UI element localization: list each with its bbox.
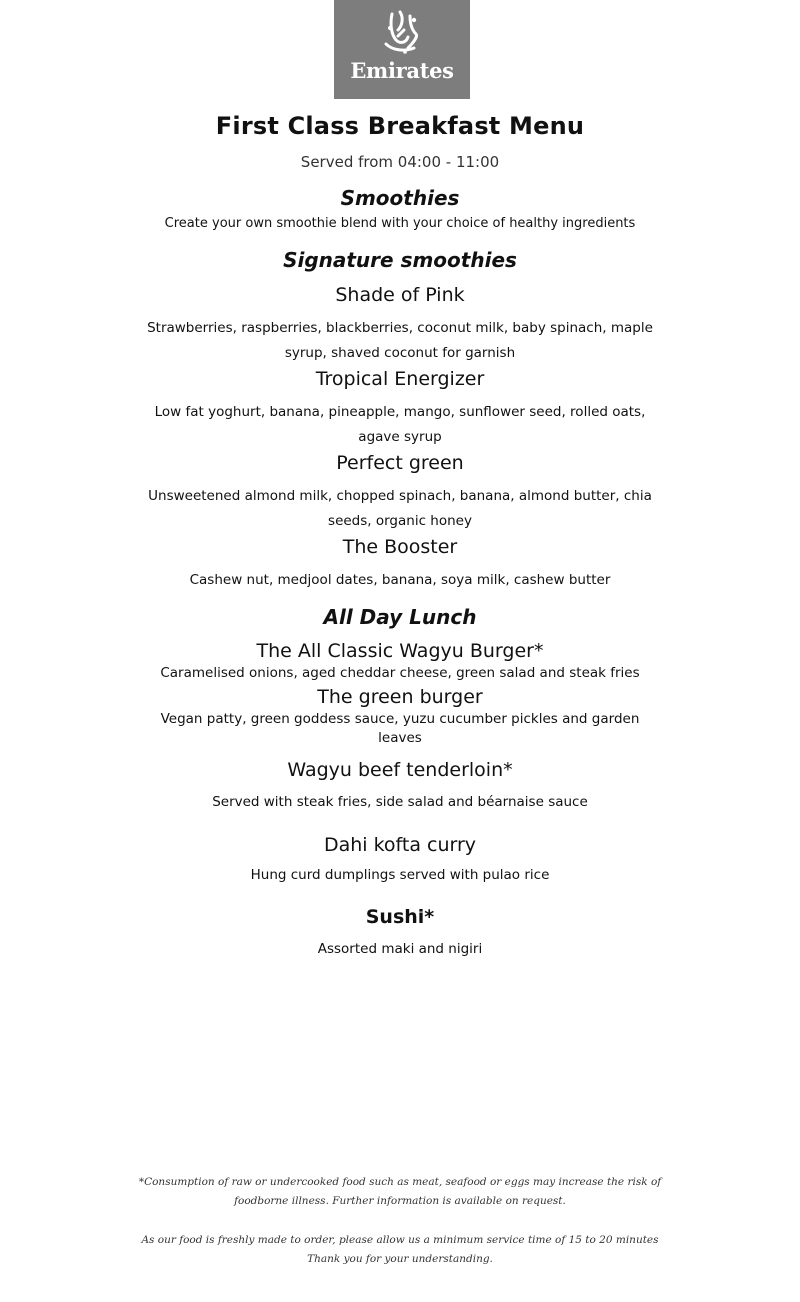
menu-item-description (0, 484, 800, 534)
emirates-arabic-calligraphy-icon (334, 0, 470, 99)
section-heading-signature-smoothies: Signature smoothies (283, 248, 517, 272)
menu-item-name: Shade of Pink (335, 284, 465, 306)
menu-item-name: Perfect green (336, 452, 464, 474)
description-line: Caramelised onions, aged cheddar cheese, green salad and steak fries (160, 665, 640, 681)
menu-item-name: Sushi* (365, 906, 435, 928)
description-line: syrup, shaved coconut for garnish (284, 345, 516, 361)
footnote-line: Thank you for your understanding. (307, 1253, 493, 1265)
menu-item-name: The Booster (342, 536, 458, 558)
page-title: First Class Breakfast Menu (215, 112, 585, 140)
description-line: Cashew nut, medjool dates, banana, soya milk, cashew butter (189, 572, 611, 588)
menu-item-description (0, 316, 800, 366)
description-line: Hung curd dumplings served with pulao rice (250, 867, 550, 883)
menu-item-description (0, 664, 800, 683)
description-line: Low fat yoghurt, banana, pineapple, mango, sunflower seed, rolled oats, (154, 404, 646, 420)
brand-name: Emirates (350, 58, 454, 83)
menu-item-description (0, 790, 800, 815)
footnote-line: As our food is freshly made to order, please allow us a minimum service time of 15 to 20 minutes (141, 1234, 659, 1246)
description-line: Unsweetened almond milk, chopped spinach, banana, almond butter, chia (148, 488, 652, 504)
footnote-line: *Consumption of raw or undercooked food such as meat, seafood or eggs may increase the risk of (138, 1176, 662, 1188)
description-line: Served with steak fries, side salad and béarnaise sauce (212, 794, 588, 810)
emirates-logo (334, 0, 470, 99)
menu-item-name: Tropical Energizer (315, 368, 485, 390)
description-line: seeds, organic honey (328, 513, 472, 529)
footnote-line: foodborne illness. Further information is available on request. (234, 1195, 566, 1207)
description-line: Strawberries, raspberries, blackberries, coconut milk, baby spinach, maple (147, 320, 653, 336)
service-hours: Served from 04:00 - 11:00 (300, 153, 500, 171)
description-line: Vegan patty, green goddess sauce, yuzu cucumber pickles and garden (160, 711, 640, 727)
description-line: leaves (378, 730, 422, 746)
footnote-service-time (0, 1231, 800, 1269)
footnote-disclaimer (0, 1173, 800, 1211)
menu-item-name: Dahi kofta curry (323, 834, 477, 856)
menu-item-description (0, 568, 800, 593)
smoothies-intro: Create your own smoothie blend with your choice of healthy ingredients (164, 216, 636, 231)
section-heading-all-day-lunch: All Day Lunch (323, 605, 477, 629)
menu-item-description (0, 863, 800, 888)
description-line: agave syrup (358, 429, 442, 445)
menu-item-name: Wagyu beef tenderloin* (287, 759, 513, 781)
menu-item-name: The All Classic Wagyu Burger* (256, 640, 544, 662)
menu-item-description (0, 400, 800, 450)
menu-item-name: The green burger (317, 686, 483, 708)
menu-item-description (0, 710, 800, 748)
description-line: Assorted maki and nigiri (317, 941, 483, 957)
menu-item-description (0, 937, 800, 962)
section-heading-smoothies: Smoothies (340, 186, 460, 210)
